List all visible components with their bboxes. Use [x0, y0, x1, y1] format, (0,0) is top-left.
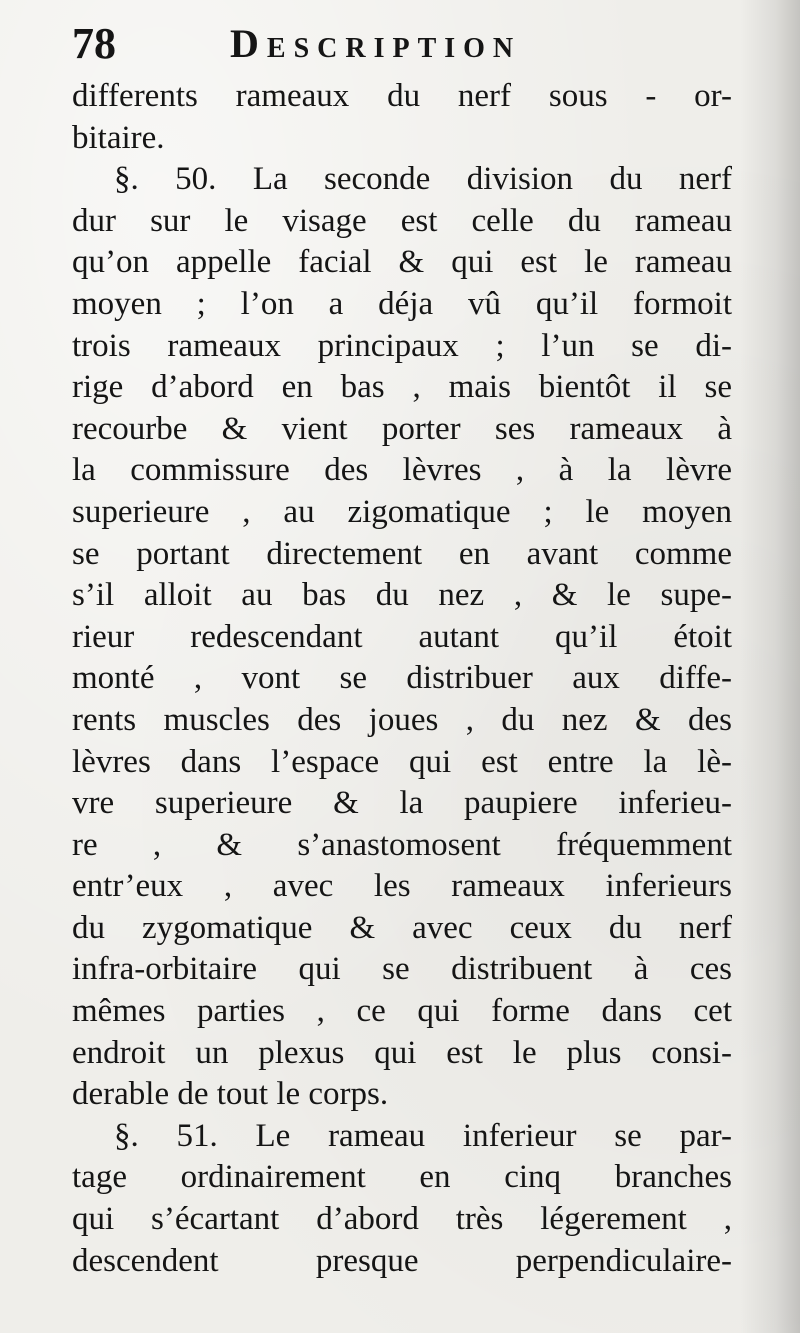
text-line: moyen ; l’on a déja vû qu’il formoit [72, 285, 732, 322]
text-line: du zygomatique & avec ceux du nerf [72, 909, 732, 946]
text-line: lèvres dans l’espace qui est entre la lè- [72, 743, 732, 780]
text-line: s’il alloit au bas du nez , & le supe- [72, 577, 732, 614]
text-line: tage ordinairement en cinq branches [72, 1159, 732, 1196]
text-line: monté , vont se distribuer aux diffe- [72, 660, 732, 697]
text-line: infra-orbitaire qui se distribuent à ces [72, 951, 732, 988]
text-line: qui s’écartant d’abord très légerement , [72, 1201, 732, 1238]
text-line: dur sur le visage est celle du rameau [72, 202, 732, 239]
text-line: rieur redescendant autant qu’il étoit [72, 618, 732, 655]
text-line: vre superieure & la paupiere inferieu- [72, 785, 732, 822]
text-line: re , & s’anastomosent fréquemment [72, 826, 732, 863]
text-line: §. 50. La seconde division du nerf [114, 161, 732, 198]
text-line: superieure , au zigomatique ; le moyen [72, 493, 732, 530]
text-line: mêmes parties , ce qui forme dans cet [72, 993, 732, 1030]
text-line: bitaire. [72, 119, 165, 156]
text-line: §. 51. Le rameau inferieur se par- [114, 1117, 732, 1154]
text-line: derable de tout le corps. [72, 1076, 389, 1113]
text-line: differents rameaux du nerf sous - or- [72, 78, 732, 114]
text-line: endroit un plexus qui est le plus consi- [72, 1034, 732, 1071]
text-line: entr’eux , avec les rameaux inferieurs [72, 868, 732, 905]
body-text [72, 76, 732, 1282]
text-line: descendent presque perpendiculaire- [72, 1242, 732, 1279]
text-line: recourbe & vient porter ses rameaux à [72, 410, 732, 447]
page-edge-shadow [740, 0, 800, 1333]
page-number: 78 [72, 19, 116, 68]
text-line: rige d’abord en bas , mais bientôt il se [72, 369, 732, 406]
text-line: la commissure des lèvres , à la lèvre [72, 452, 732, 489]
text-line: qu’on appelle facial & qui est le rameau [72, 244, 732, 281]
text-line: trois rameaux principaux ; l’un se di- [72, 327, 732, 364]
text-line: se portant directement en avant comme [72, 535, 732, 572]
page-header [72, 14, 632, 74]
text-line: rents muscles des joues , du nez & des [72, 701, 732, 738]
running-title: Description [230, 21, 522, 66]
